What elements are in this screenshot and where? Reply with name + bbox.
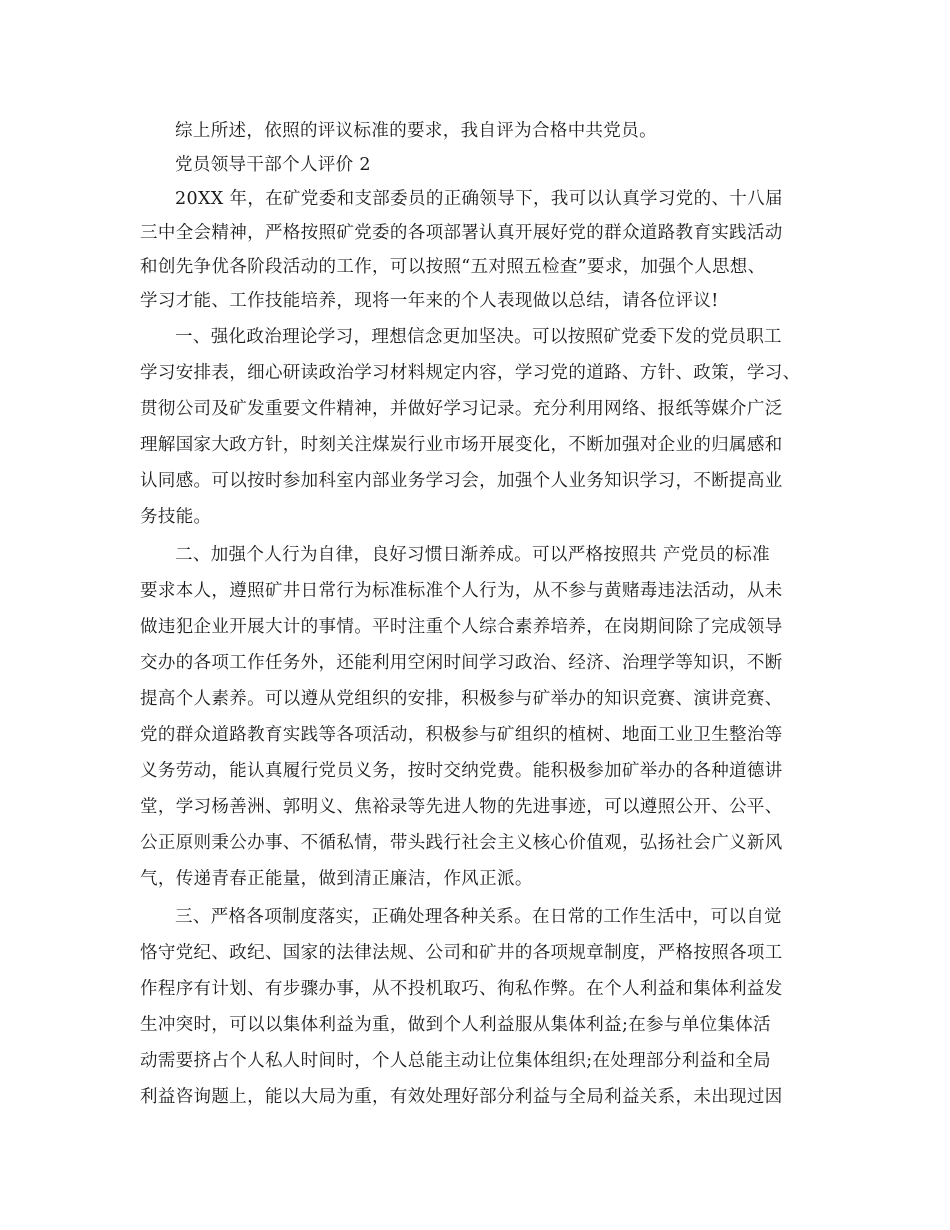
text-line: 综上所述，依照的评议标准的要求，我自评为合格中共党员。 <box>175 121 657 141</box>
text-line: 贯彻公司及矿发重要文件精神，并做好学习记录。充分利用网络、报纸等媒介广泛 <box>140 399 783 419</box>
section-heading: 党员领导干部个人评价 2 <box>175 155 371 175</box>
text-line: 二、加强个人行为自律，良好习惯日渐养成。可以严格按照共 产党员的标准 <box>175 545 770 565</box>
text-line: 一、强化政治理论学习，理想信念更加坚决。可以按照矿党委下发的党员职工 <box>175 327 782 347</box>
text-line: 交办的各项工作任务外，还能利用空闲时间学习政治、经济、治理学等知识，不断 <box>140 653 783 673</box>
text-line: 理解国家大政方针，时刻关注煤炭行业市场开展变化，不断加强对企业的归属感和 <box>140 435 783 455</box>
text-line: 20XX 年，在矿党委和支部委员的正确领导下，我可以认真学习党的、十八届 <box>175 189 783 209</box>
text-line: 动需要挤占个人私人时间时，个人总能主动让位集体组织;在处理部分利益和全局 <box>140 1051 771 1071</box>
text-line: 学习才能、工作技能培养，现将一年来的个人表现做以总结，请各位评议! <box>140 291 719 311</box>
text-line: 气，传递青春正能量，做到清正廉洁，作风正派。 <box>140 869 533 889</box>
text-line: 党的群众道路教育实践等各项活动，积极参与矿组织的植树、地面工业卫生整治等 <box>140 725 783 745</box>
text-line: 提高个人素养。可以遵从党组织的安排，积极参与矿举办的知识竞赛、演讲竞赛、 <box>140 689 783 709</box>
text-line: 务技能。 <box>140 507 212 527</box>
text-line: 三中全会精神，严格按照矿党委的各项部署认真开展好党的群众道路教育实践活动 <box>140 223 783 243</box>
text-line: 恪守党纪、政纪、国家的法律法规、公司和矿井的各项规章制度，严格按照各项工 <box>140 943 783 963</box>
text-line: 学习安排表，细心研读政治学习材料规定内容，学习党的道路、方针、政策，学习、 <box>140 363 801 383</box>
text-line: 要求本人，遵照矿井日常行为标准标准个人行为，从不参与黄赌毒违法活动，从未 <box>140 581 783 601</box>
text-line: 三、严格各项制度落实，正确处理各种关系。在日常的工作生活中，可以自觉 <box>175 907 782 927</box>
text-line: 做违犯企业开展大计的事情。平时注重个人综合素养培养，在岗期间除了完成领导 <box>140 617 783 637</box>
text-line: 堂，学习杨善洲、郭明义、焦裕录等先进人物的先进事迹，可以遵照公开、公平、 <box>140 797 783 817</box>
text-line: 义务劳动，能认真履行党员义务，按时交纳党费。能积极参加矿举办的各种道德讲 <box>140 761 783 781</box>
text-line: 生冲突时，可以以集体利益为重，做到个人利益服从集体利益;在参与单位集体活 <box>140 1015 771 1035</box>
text-line: 利益咨询题上，能以大局为重，有效处理好部分利益与全局利益关系，未出现过因 <box>140 1087 783 1107</box>
text-line: 和创先争优各阶段活动的工作，可以按照“五对照五检查”要求，加强个人思想、 <box>140 257 766 277</box>
text-line: 作程序有计划、有步骤办事，从不投机取巧、徇私作弊。在个人利益和集体利益发 <box>140 979 783 999</box>
text-line: 公正原则秉公办事、不循私情，带头践行社会主义核心价值观，弘扬社会广义新风 <box>140 833 783 853</box>
text-line: 认同感。可以按时参加科室内部业务学习会，加强个人业务知识学习，不断提高业 <box>140 471 783 491</box>
